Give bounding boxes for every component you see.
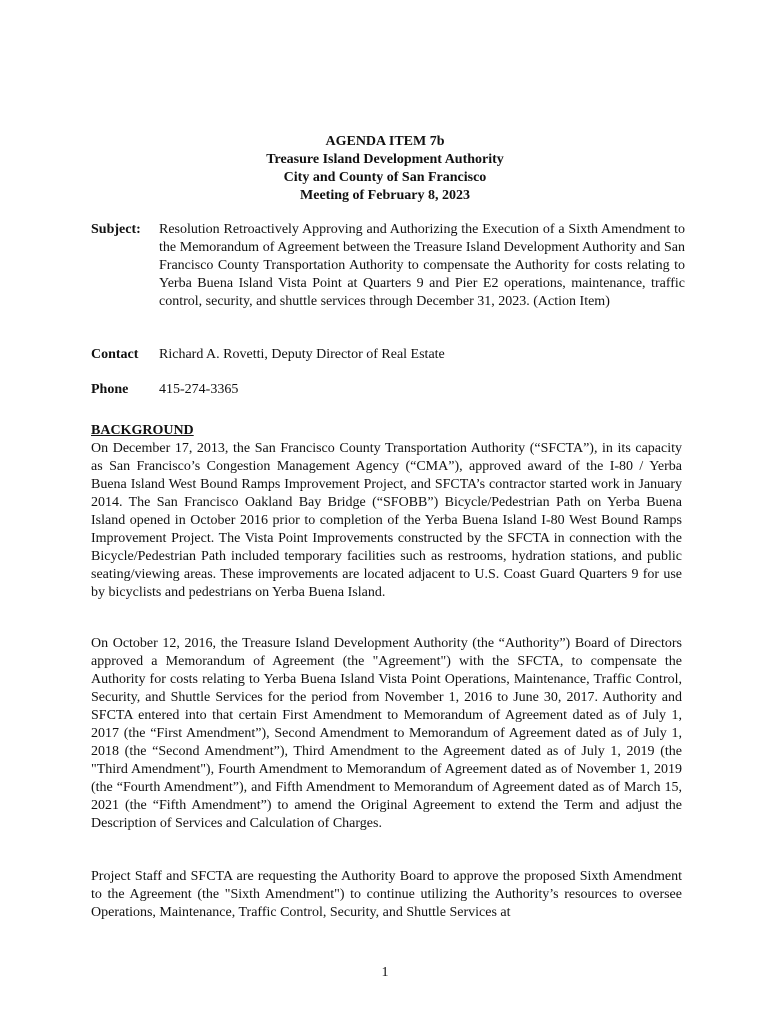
contact-label: Contact bbox=[91, 347, 139, 362]
background-paragraph-1: On December 17, 2013, the San Francisco County Transportation Authority (“SFCTA”), in its capacity as San Francisco’s Congestion Management Agency (“CMA”), approved award of the I-80 / Yerba Buena Island West Bound Ramps Improvement Project, and SFCTA’s contractor started work in January 2014. The San Francisco Oakland Bay Bridge (“SFOBB”) Bicycle/Pedestrian Path on Yerba Buena Island opened in October 2016 prior to completion of the Yerba Buena Island I-80 West Bound Ramps Improvement Project. The Vista Point Improvements constructed by the SFCTA in connection with the Bicycle/Pedestrian Path included temporary facilities such as restrooms, hydration stations, and public seating/viewing areas. These improvements are located adjacent to U.S. Coast Guard Quarters 9 for use by bicyclists and pedestrians on Yerba Buena Island. bbox=[91, 441, 682, 600]
phone-label: Phone bbox=[91, 382, 129, 397]
contact-text: Richard A. Rovetti, Deputy Director of Real Estate bbox=[159, 347, 445, 362]
document-header bbox=[0, 133, 770, 205]
background-heading: BACKGROUND bbox=[91, 423, 194, 438]
subject-label: Subject: bbox=[91, 222, 141, 237]
organization-name: Treasure Island Development Authority bbox=[266, 152, 504, 167]
background-paragraph-3: Project Staff and SFCTA are requesting the Authority Board to approve the proposed Sixth Amendment to the Agreement (the "Sixth Amendment") to continue utilizing the Authority’s resources to oversee Operations, Maintenance, Traffic Control, Security, and Shuttle Services at bbox=[91, 869, 682, 920]
background-paragraph-2: On October 12, 2016, the Treasure Island Development Authority (the “Authority”) Board of Directors approved a Memorandum of Agreement (the "Agreement") with the SFCTA, to compensate the Authority for costs relating to Yerba Buena Island Vista Point Operations, Maintenance, Traffic Control, Security, and Shuttle Services for the period from November 1, 2016 to June 30, 2017. Authority and SFCTA entered into that certain First Amendment to Memorandum of Agreement dated as of July 1, 2017 (the “First Amendment”), Second Amendment to Memorandum of Agreement dated as of July 1, 2018 (the “Second Amendment”), Third Amendment to the Agreement dated as of July 1, 2019 (the "Third Amendment"), Fourth Amendment to Memorandum of Agreement dated as of November 1, 2019 (the “Fourth Amendment”), and Fifth Amendment to Memorandum of Agreement dated as of March 15, 2021 (the “Fifth Amendment”) to amend the Original Agreement to extend the Term and adjust the Description of Services and Calculation of Charges. bbox=[91, 636, 682, 831]
agenda-item-title: AGENDA ITEM 7b bbox=[325, 134, 445, 149]
page-number: 1 bbox=[381, 965, 389, 980]
meeting-date: Meeting of February 8, 2023 bbox=[300, 188, 470, 203]
phone-text: 415-274-3365 bbox=[159, 382, 239, 397]
subject-text: Resolution Retroactively Approving and Authorizing the Execution of a Sixth Amendment to the Memorandum of Agreement between the Treasure Island Development Authority and San Francisco County Transportation Authority to compensate the Authority for costs relating to Yerba Buena Island Vista Point at Quarters 9 and Pier E2 operations, maintenance, traffic control, security, and shuttle services through December 31, 2023. (Action Item) bbox=[159, 222, 685, 309]
jurisdiction-name: City and County of San Francisco bbox=[283, 170, 487, 185]
